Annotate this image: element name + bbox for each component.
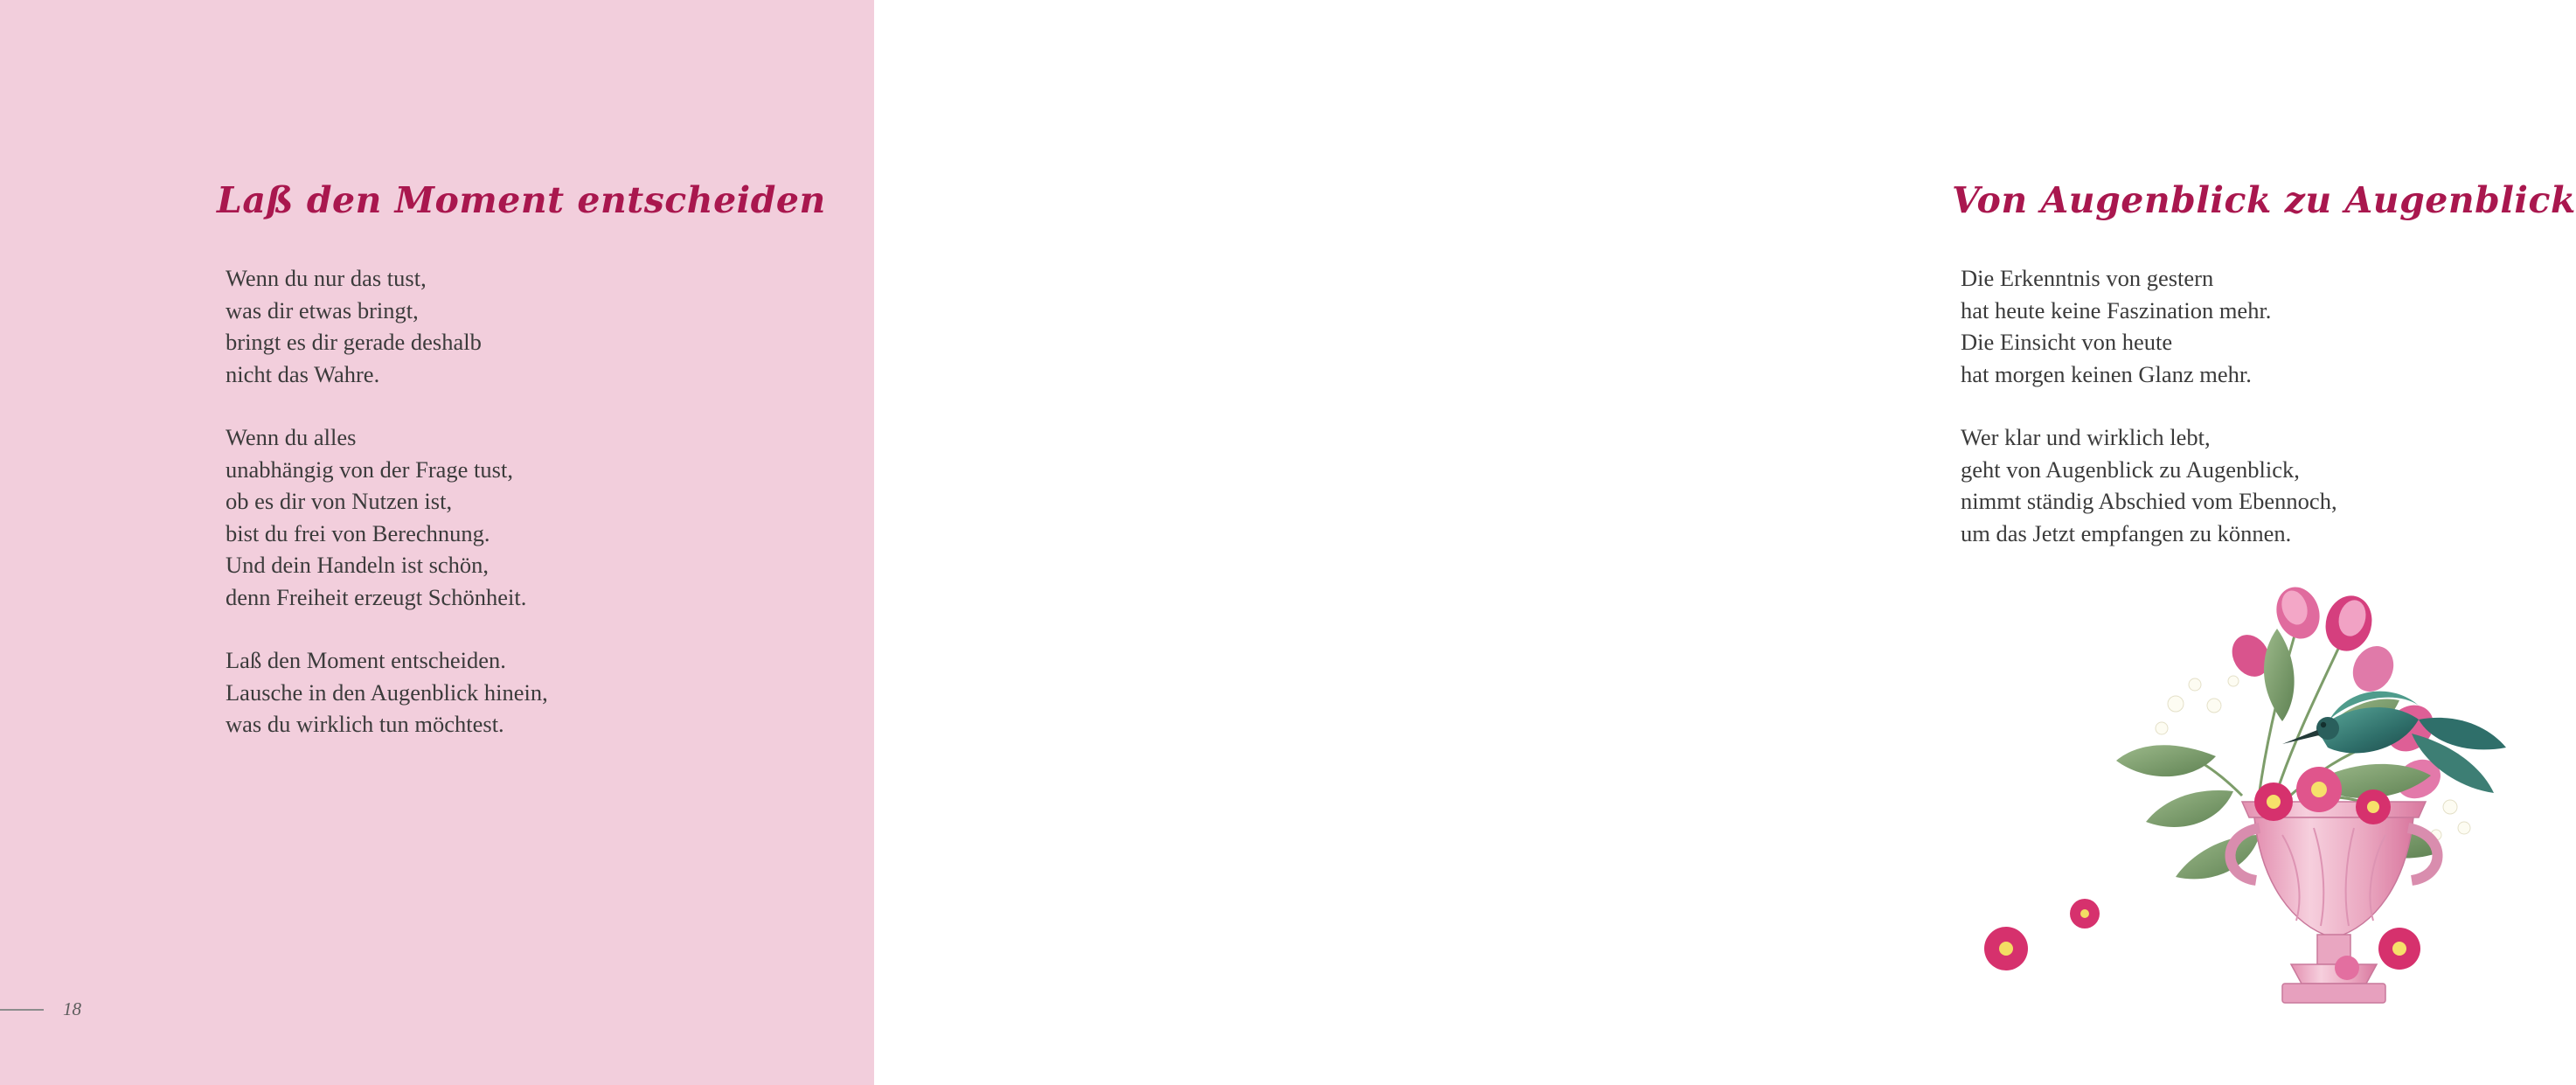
poem-line: Laß den Moment entscheiden. (226, 647, 506, 673)
poem-line: bist du frei von Berechnung. (226, 519, 490, 546)
right-page-poem-title: Von Augenblick zu Augenblick (1952, 179, 2576, 221)
poem-line: nimmt ständig Abschied vom Ebennoch, (1961, 488, 2337, 514)
poem-line: hat heute keine Faszination mehr. (1961, 296, 2272, 323)
poem-line: Und dein Handeln ist schön, (226, 552, 490, 578)
folio (0, 998, 81, 1020)
poem-line: was dir etwas bringt, (226, 296, 419, 323)
stanza (1961, 262, 2520, 390)
poem-line: denn Freiheit erzeugt Schönheit. (226, 583, 527, 610)
folio-rule (0, 1009, 44, 1011)
poem-line: was du wirklich tun möchtest. (226, 711, 504, 737)
urn-flowers-hummingbird-svg (2111, 573, 2574, 1010)
poem-line: nicht das Wahre. (226, 360, 380, 387)
poem-line: unabhängig von der Frage tust, (226, 456, 513, 483)
right-page-poem-body (1961, 262, 2520, 549)
stanza (226, 262, 767, 390)
poem-line: Wer klar und wirklich lebt, (1961, 424, 2211, 450)
fallen-blossoms (1984, 899, 2100, 970)
poem-line: geht von Augenblick zu Augenblick, (1961, 456, 2300, 483)
stanza (1961, 421, 2520, 549)
poem-line: Lausche in den Augenblick hinein, (226, 678, 548, 706)
poem-line: ob es dir von Nutzen ist, (226, 488, 453, 514)
poem-line: Die Einsicht von heute (1961, 329, 2173, 355)
poem-line: Wenn du alles (226, 424, 357, 450)
urn (2230, 802, 2437, 1003)
poem-line: um das Jetzt empfangen zu können. (1961, 519, 2292, 546)
poem-line: Wenn du nur das tust, (226, 265, 427, 291)
poem-line: Die Erkenntnis von gestern (1961, 265, 2214, 291)
right-page (874, 0, 2576, 1085)
poem-line: bringt es dir gerade deshalb (226, 329, 482, 355)
left-page-poem-body (226, 262, 767, 741)
botanical-illustration (2111, 573, 2574, 1010)
left-page-poem-title: Laß den Moment entscheiden (217, 179, 826, 221)
stanza (226, 644, 767, 741)
left-page (0, 0, 874, 1085)
poem-line: hat morgen keinen Glanz mehr. (1961, 360, 2252, 387)
stanza (226, 421, 767, 613)
page-number: 18 (63, 998, 81, 1019)
